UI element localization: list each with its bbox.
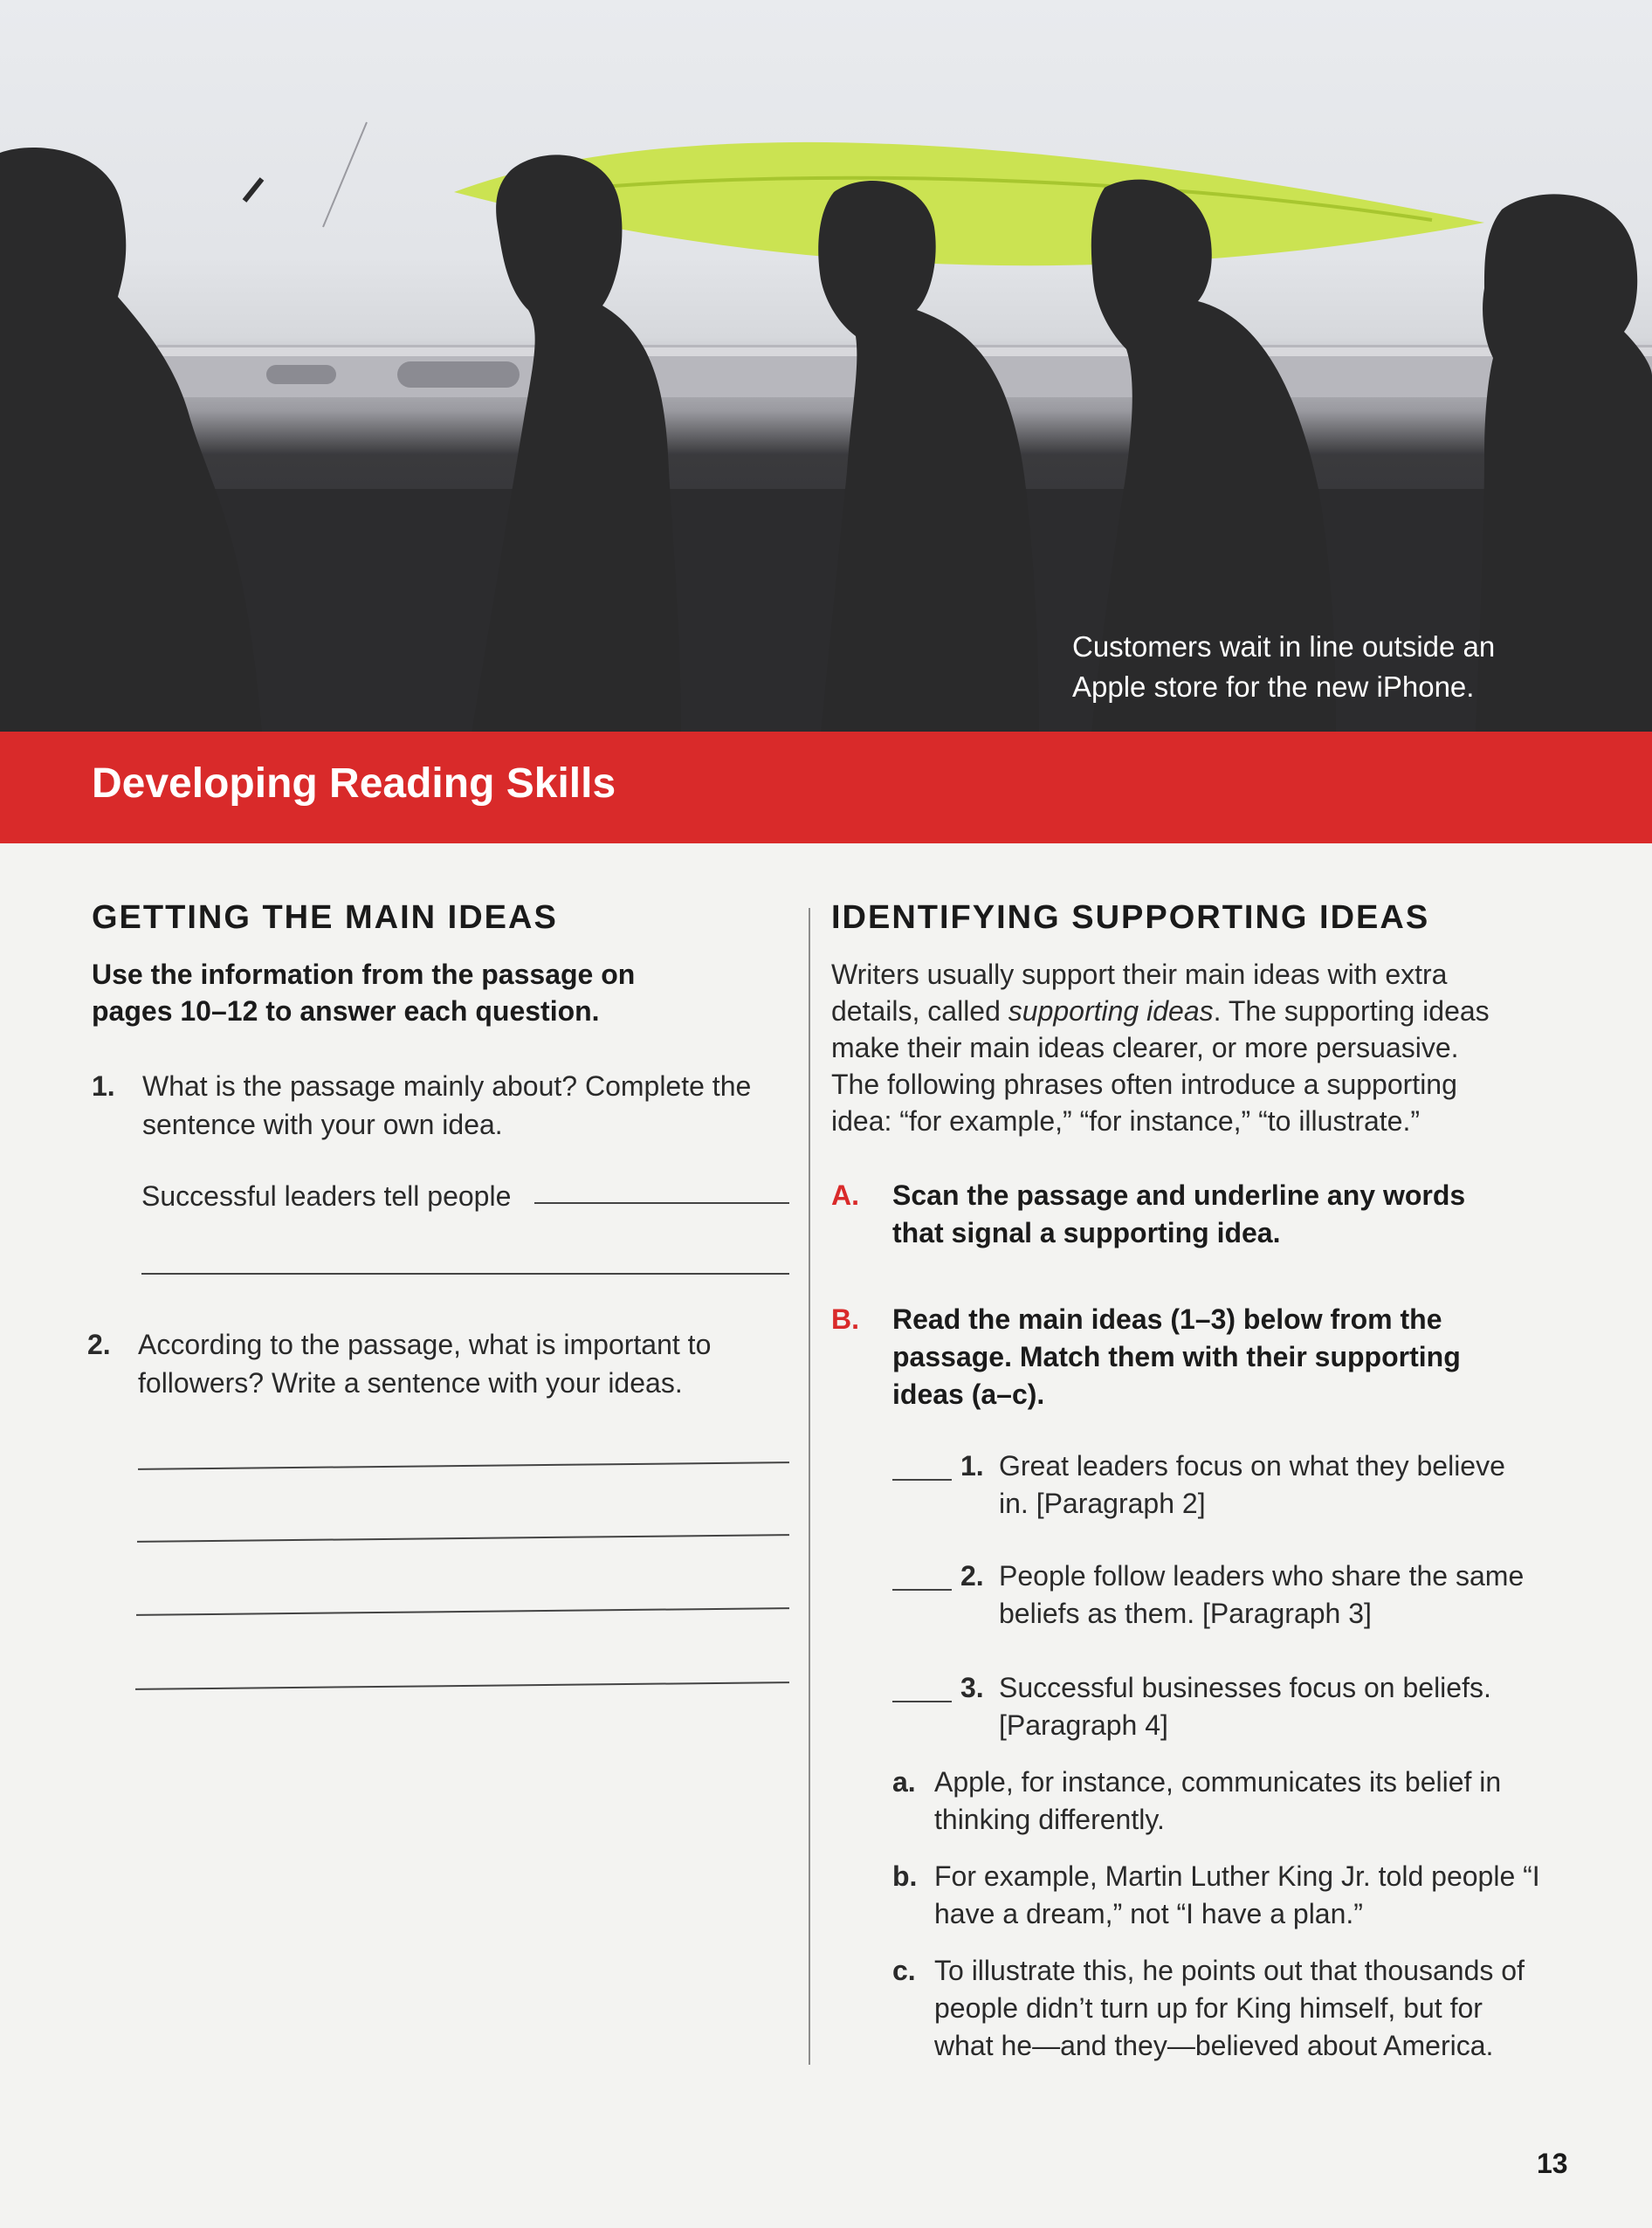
photo-caption: Customers wait in line outside an Apple store for the new iPhone. (1072, 630, 1496, 703)
supporting-idea-c (892, 1952, 1556, 2070)
fill-in-prompt: Successful leaders tell people (141, 1180, 512, 1212)
answer-line-2b[interactable] (137, 1534, 789, 1543)
main-idea-text: Successful businesses focus on beliefs. [Paragraph 4] (999, 1672, 1491, 1741)
main-idea-2 (892, 1558, 1556, 1636)
step-b-label: B. (831, 1303, 859, 1335)
question-number: 1. (92, 1070, 115, 1102)
main-idea-text: People follow leaders who share the same beliefs as them. [Paragraph 3] (999, 1560, 1525, 1629)
main-idea-text: Great leaders focus on what they believe in. [Paragraph 2] (999, 1450, 1505, 1519)
answer-line-2a[interactable] (138, 1461, 789, 1470)
supporting-idea-a (892, 1764, 1556, 1842)
main-idea-1 (892, 1448, 1556, 1526)
main-idea-number: 2. (960, 1560, 984, 1592)
supporting-idea-letter: c. (892, 1955, 916, 1986)
main-ideas-heading: GETTING THE MAIN IDEAS (92, 899, 558, 936)
section-title: Developing Reading Skills (92, 760, 616, 807)
answer-line-1a[interactable] (534, 1202, 789, 1204)
question-text: What is the passage mainly about? Complete the sentence with your own idea. (142, 1070, 752, 1140)
section-banner (0, 732, 1652, 843)
answer-line-2c[interactable] (136, 1607, 789, 1616)
question-number: 2. (87, 1329, 111, 1360)
header-photo (0, 0, 1652, 733)
supporting-idea-text: For example, Martin Luther King Jr. told people “I have a dream,” not “I have a plan.” (934, 1860, 1540, 1929)
step-b-text: Read the main ideas (1–3) below from the passage. Match them with their supporting ideas (a–c). (892, 1303, 1461, 1410)
step-a-text: Scan the passage and underline any words that signal a supporting idea. (892, 1179, 1466, 1248)
question-text: According to the passage, what is important to followers? Write a sentence with your ideas. (138, 1329, 712, 1399)
supporting-idea-text: To illustrate this, he points out that thousands of people didn’t turn up for King himself, but for what he—and they—believed about America. (934, 1955, 1525, 2061)
step-a-label: A. (831, 1179, 859, 1211)
supporting-idea-letter: b. (892, 1860, 918, 1892)
step-b (831, 1301, 1547, 1414)
main-ideas-instruction: Use the information from the passage on pages 10–12 to answer each question. (92, 959, 636, 1027)
match-blank[interactable] (892, 1701, 952, 1702)
match-blank[interactable] (892, 1589, 952, 1591)
page-number: 13 (1537, 2148, 1568, 2179)
intro-text-1: Writers usually support their main ideas with extra details, called (831, 959, 1448, 1027)
answer-line-2d[interactable] (135, 1681, 789, 1690)
answer-line-1b[interactable] (141, 1273, 789, 1275)
supporting-idea-b (892, 1858, 1556, 1936)
supporting-ideas-column (831, 899, 1547, 1139)
queue-silhouettes-image (0, 0, 1652, 733)
question-2 (87, 1325, 786, 1413)
intro-italic-term: supporting ideas (1008, 995, 1214, 1027)
step-a (831, 1177, 1547, 1255)
supporting-ideas-intro (831, 956, 1512, 1139)
supporting-ideas-heading: IDENTIFYING SUPPORTING IDEAS (831, 899, 1430, 936)
match-blank[interactable] (892, 1479, 952, 1481)
supporting-idea-letter: a. (892, 1766, 916, 1798)
main-idea-number: 3. (960, 1672, 984, 1703)
question-1 (92, 1067, 790, 1154)
supporting-idea-text: Apple, for instance, communicates its belief in thinking differently. (934, 1766, 1502, 1835)
column-divider (809, 908, 810, 2065)
main-ideas-column (92, 899, 790, 1029)
main-idea-number: 1. (960, 1450, 984, 1482)
main-idea-3 (892, 1669, 1556, 1748)
intro-text-2: . The supporting ideas make their main ideas clearer, or more persuasive. The following phrases often introduce a supporting idea: “for example,” “for instance,” “to illustrate.” (831, 995, 1490, 1137)
